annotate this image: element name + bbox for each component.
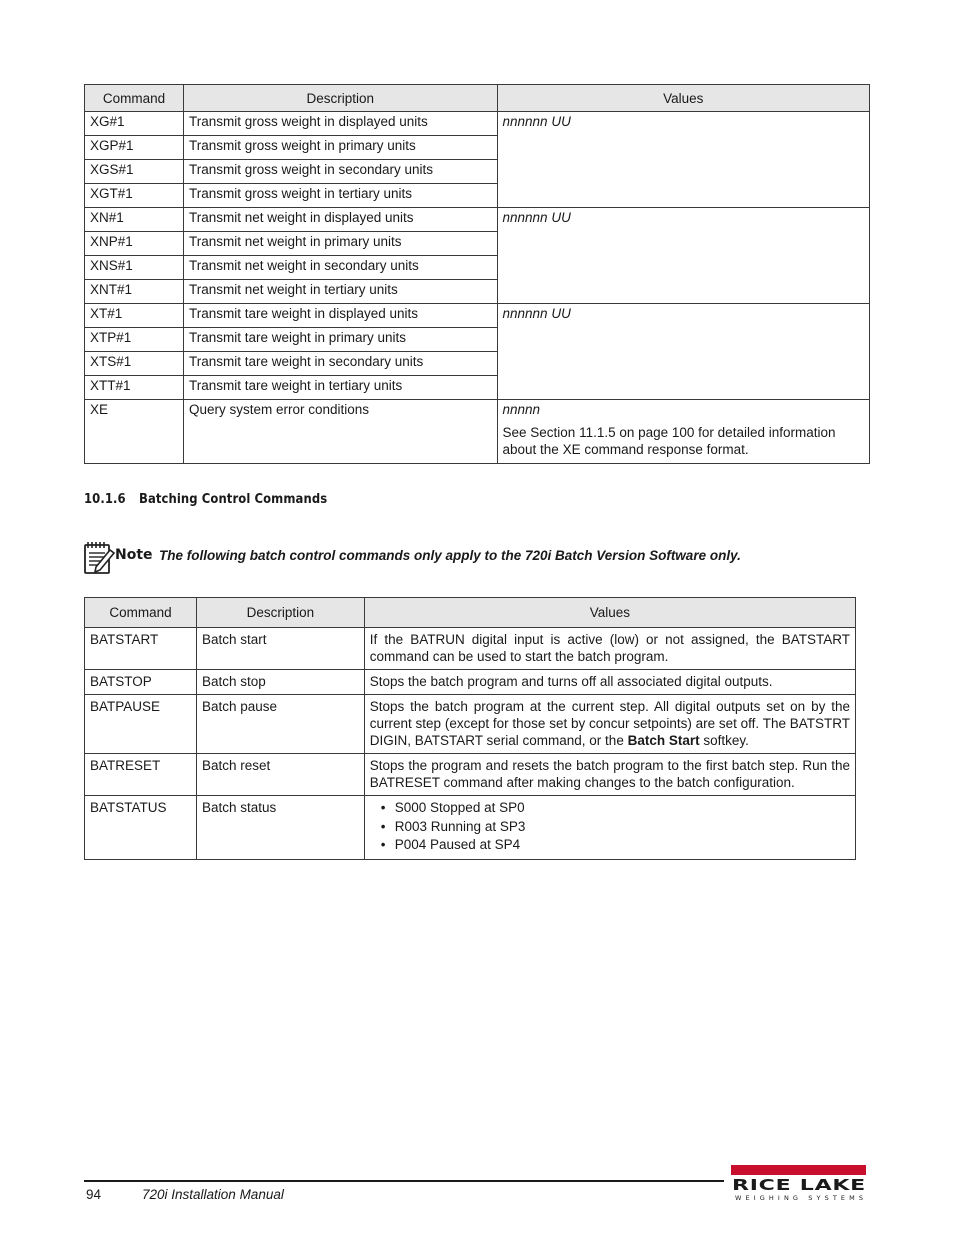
command-cell: XGS#1 xyxy=(85,160,184,184)
notepad-icon xyxy=(84,540,116,574)
command-cell: XNS#1 xyxy=(85,256,184,280)
xe-value-note: See Section 11.1.5 on page 100 for detailed information about the XE command response format. xyxy=(502,425,836,457)
serial-commands-table xyxy=(84,84,870,464)
command-cell: XNT#1 xyxy=(85,280,184,304)
batch-start-softkey-label: Batch Start xyxy=(627,733,700,748)
table-row xyxy=(85,208,870,232)
table-row xyxy=(85,112,870,136)
svg-text:RICE LAKE: RICE LAKE xyxy=(732,1176,866,1194)
xe-value: nnnnn xyxy=(502,402,541,417)
list-item: • P004 Paused at SP4 xyxy=(370,836,850,855)
values-text: softkey. xyxy=(699,733,749,748)
description-cell: Transmit tare weight in tertiary units xyxy=(183,376,497,400)
svg-text:WEIGHING SYSTEMS: WEIGHING SYSTEMS xyxy=(735,1194,863,1202)
table-row xyxy=(85,304,870,328)
command-cell: XGT#1 xyxy=(85,184,184,208)
command-cell: XE xyxy=(85,400,184,464)
note-text: The following batch control commands only apply to the 720i Batch Version Software only. xyxy=(159,548,741,563)
description-cell: Batch reset xyxy=(196,754,364,796)
description-cell: Transmit gross weight in primary units xyxy=(183,136,497,160)
values-cell: nnnnnn UU xyxy=(497,304,869,400)
table-row xyxy=(85,796,856,860)
values-cell xyxy=(364,695,855,754)
description-cell: Transmit gross weight in secondary units xyxy=(183,160,497,184)
values-text: Stops the batch program at the current step. All digital outputs set on by the current step (except for those set by concur setpoints) are set off. The BATSTRT DIGIN, BATSTART serial command, or the xyxy=(369,699,850,748)
column-header: Description xyxy=(183,85,497,112)
column-header: Values xyxy=(497,85,869,112)
status-list xyxy=(370,799,850,855)
command-cell: XNP#1 xyxy=(85,232,184,256)
description-cell: Batch stop xyxy=(196,670,364,695)
description-cell: Batch start xyxy=(196,628,364,670)
table-row xyxy=(85,628,856,670)
section-heading xyxy=(84,491,327,507)
note-label: Note xyxy=(115,547,153,563)
list-item: • S000 Stopped at SP0 xyxy=(370,799,850,818)
table-row xyxy=(85,670,856,695)
values-cell xyxy=(364,796,855,860)
table-header-row xyxy=(85,598,856,628)
command-cell: XTP#1 xyxy=(85,328,184,352)
description-cell: Transmit net weight in displayed units xyxy=(183,208,497,232)
section-title: Batching Control Commands xyxy=(139,491,328,507)
command-cell: XGP#1 xyxy=(85,136,184,160)
description-cell: Transmit tare weight in primary units xyxy=(183,328,497,352)
table-row xyxy=(85,754,856,796)
batching-commands-table xyxy=(84,597,856,860)
values-cell: Stops the batch program and turns off all associated digital outputs. xyxy=(364,670,855,695)
command-cell: XTT#1 xyxy=(85,376,184,400)
table-row xyxy=(85,400,870,464)
footer-rule xyxy=(84,1180,724,1182)
table-header-row xyxy=(85,85,870,112)
values-cell xyxy=(497,400,869,464)
command-cell: XT#1 xyxy=(85,304,184,328)
description-cell: Transmit tare weight in displayed units xyxy=(183,304,497,328)
values-cell: nnnnnn UU xyxy=(497,208,869,304)
section-number: 10.1.6 xyxy=(84,491,126,507)
command-cell: BATRESET xyxy=(85,754,197,796)
column-header: Values xyxy=(364,598,855,628)
command-cell: BATSTATUS xyxy=(85,796,197,860)
manual-title: 720i Installation Manual xyxy=(142,1187,284,1202)
command-cell: XG#1 xyxy=(85,112,184,136)
command-cell: XTS#1 xyxy=(85,352,184,376)
command-cell: BATSTOP xyxy=(85,670,197,695)
column-header: Description xyxy=(196,598,364,628)
values-cell: If the BATRUN digital input is active (low) or not assigned, the BATSTART command can be used to start the batch program. xyxy=(364,628,855,670)
rice-lake-logo xyxy=(729,1165,869,1203)
description-cell: Query system error conditions xyxy=(183,400,497,464)
values-cell: Stops the program and resets the batch program to the first batch step. Run the BATRESET command after making changes to the batch configuration. xyxy=(364,754,855,796)
column-header: Command xyxy=(85,598,197,628)
description-cell: Transmit gross weight in tertiary units xyxy=(183,184,497,208)
description-cell: Batch pause xyxy=(196,695,364,754)
page-number: 94 xyxy=(86,1187,102,1202)
command-cell: BATSTART xyxy=(85,628,197,670)
description-cell: Transmit gross weight in displayed units xyxy=(183,112,497,136)
column-header: Command xyxy=(85,85,184,112)
list-item: • R003 Running at SP3 xyxy=(370,818,850,837)
description-cell: Batch status xyxy=(196,796,364,860)
description-cell: Transmit net weight in primary units xyxy=(183,232,497,256)
values-cell: nnnnnn UU xyxy=(497,112,869,208)
command-cell: XN#1 xyxy=(85,208,184,232)
table-row xyxy=(85,695,856,754)
description-cell: Transmit tare weight in secondary units xyxy=(183,352,497,376)
command-cell: BATPAUSE xyxy=(85,695,197,754)
description-cell: Transmit net weight in secondary units xyxy=(183,256,497,280)
description-cell: Transmit net weight in tertiary units xyxy=(183,280,497,304)
